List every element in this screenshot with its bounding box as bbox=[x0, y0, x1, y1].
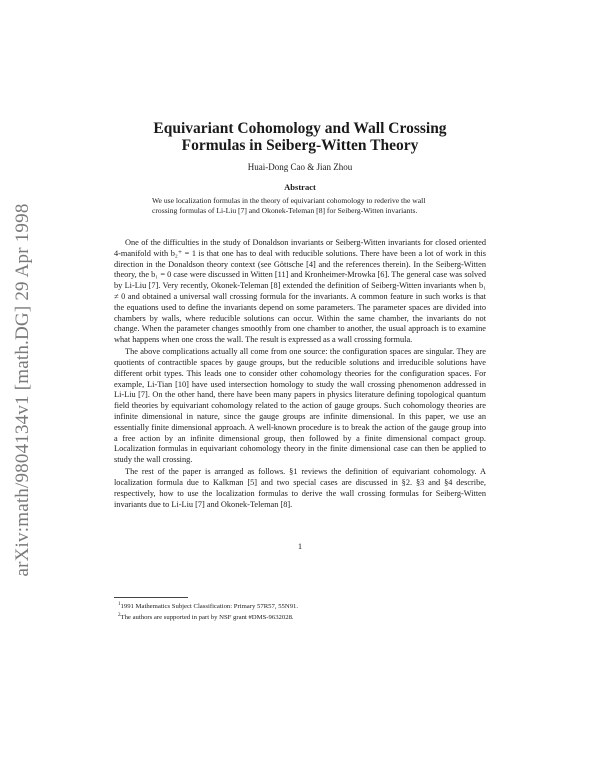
footnote-grant bbox=[114, 611, 486, 622]
footnote-rule bbox=[114, 597, 188, 598]
paper-authors: Huai-Dong Cao & Jian Zhou bbox=[247, 162, 353, 172]
footnote-marker: 2 bbox=[118, 613, 121, 619]
footnote-marker: 1 bbox=[118, 602, 121, 607]
page-number: 1 bbox=[297, 541, 303, 551]
body-paragraph: One of the difficulties in the study of Donaldson invariants or Seiberg-Witten invariants for closed oriented 4-manifold with b₂⁺ = 1 is that one has to deal with reducible solutions. There have been a lot of work in this direction in the Donaldson theory context (see Göttsche [4] and the references therein). In the Seiberg-Witten theory, the b₁ = 0 case were discussed in Witten [11] and Kronheimer-Mrowka [6]. The general case was solved by Li-Liu [7]. Very recently, Okonek-Teleman [8] extended the definition of Seiberg-Witten invariants when b₁ ≠ 0 and obtained a universal wall crossing formula for the invariants. A common feature in such works is that the equations used to define the invariants depend on some parameters. The parameter spaces are divided into chambers by walls, where reducible solutions can occur. Within the same chamber, the invariants do not change. When the parameter changes smoothly from one chamber to another, the usual approach is to examine what happens when one cross the wall. The result is expressed as a wall crossing formula. bbox=[114, 238, 486, 345]
footnote-text: 1991 Mathematics Subject Classification: Primary 57R57, 55N91. bbox=[120, 603, 299, 611]
abstract-heading: Abstract bbox=[284, 182, 316, 192]
body-paragraph: The above complications actually all come from one source: the configuration spaces are singular. They are quotients of contractible spaces by gauge groups, but the reducible solutions and irreducible solutions have different orbit types. This leads one to consider other cohomology theories for the configuration spaces. For example, Li-Tian [10] have used intersection homology to study the wall crossing phenomenon addressed in Li-Liu [7]. On the other hand, there have been many papers in physics literature defining topological quantum field theories by equivariant cohomology related to the action of gauge groups. Such cohomology theories are infinite dimensional in nature, since the gauge groups are infinite dimensional. In this paper, we use an essentially finite dimensional approach. A well-known procedure is to break the action of the gauge group into a free action by an infinite dimensional group, then followed by a finite dimensional compact group. Localization formulas in equivariant cohomology theory in the finite dimensional case can then be applied to study the wall crossing. bbox=[114, 347, 486, 465]
arxiv-stamp-text: arXiv:math/9804134v1 [math.DG] 29 Apr 1998 bbox=[12, 203, 33, 577]
footnotes bbox=[114, 600, 486, 623]
paper-title bbox=[100, 120, 500, 154]
body-paragraph: The rest of the paper is arranged as follows. §1 reviews the definition of equivariant cohomology. A localization formula due to Kalkman [5] and two special cases are discussed in §2. §3 and §4 describe, respectively, how to use the localization formulas to derive the wall crossing formulas for Seiberg-Witten invariants due to Li-Liu [7] and Okonek-Teleman [8]. bbox=[114, 467, 486, 509]
body-text bbox=[114, 238, 486, 512]
title-line-2: Formulas in Seiberg-Witten Theory bbox=[181, 137, 419, 154]
footnote-msc bbox=[114, 600, 486, 611]
title-line-1: Equivariant Cohomology and Wall Crossing bbox=[153, 120, 447, 137]
footnote-text: The authors are supported in part by NSF grant #DMS-9632028. bbox=[120, 614, 294, 622]
arxiv-identifier-stamp bbox=[6, 0, 40, 776]
abstract-text: We use localization formulas in the theory of equivariant cohomology to rederive the wall crossing formulas of Li-Liu [7] and Okonek-Teleman [8] for Seiberg-Witten invariants. bbox=[152, 196, 426, 216]
